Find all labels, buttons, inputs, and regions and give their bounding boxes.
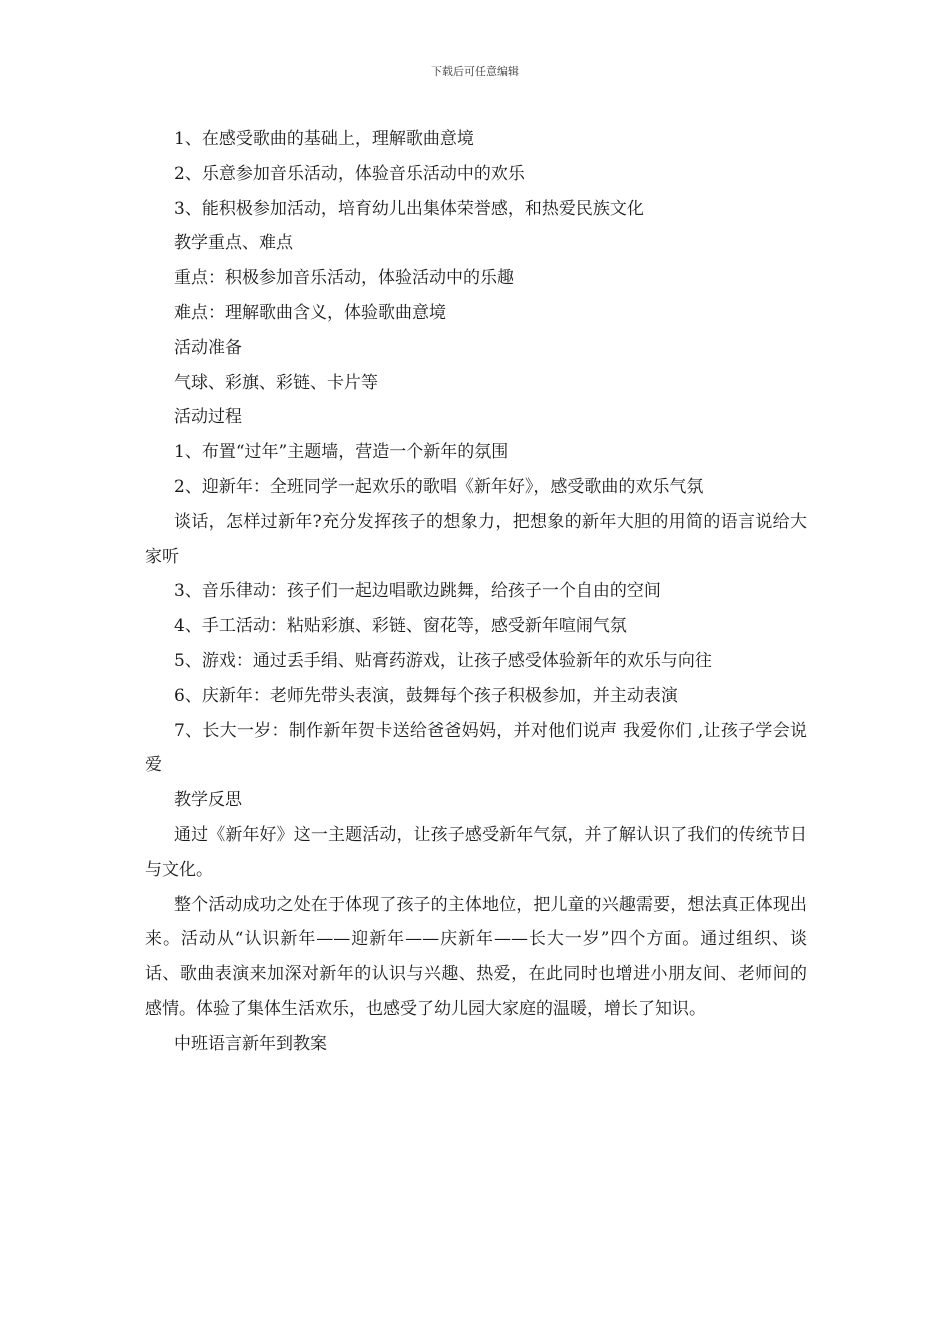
paragraph-reflection-2: 整个活动成功之处在于体现了孩子的主体地位，把儿童的兴趣需要，想法真正体现出来。活动从“认识新年——迎新年——庆新年——长大一岁”四个方面。通过组织、谈话、歌曲表演来加深对新年的认识与兴趣、热爱，在此同时也增进小朋友间、老师间的感情。体验了集体生活欢乐，也感受了幼儿园大家庭的温暖，增长了知识。 bbox=[145, 894, 807, 1019]
heading-key-points: 教学重点、难点 bbox=[174, 233, 293, 254]
paragraph-objective-1: 1、在感受歌曲的基础上，理解歌曲意境 bbox=[174, 129, 474, 149]
paragraph-objective-3: 3、能积极参加活动，培育幼儿出集体荣誉感，和热爱民族文化 bbox=[174, 198, 644, 219]
paragraph-step-5: 5、游戏：通过丢手绢、贴膏药游戏，让孩子感受体验新年的欢乐与向往 bbox=[174, 650, 712, 671]
paragraph-reflection-1: 通过《新年好》这一主题活动，让孩子感受新年气氛，并了解认识了我们的传统节日与文化。 bbox=[145, 824, 807, 880]
heading-preparation: 活动准备 bbox=[174, 337, 242, 358]
paragraph-step-1: 1、布置“过年”主题墙，营造一个新年的氛围 bbox=[174, 442, 509, 463]
paragraph-step-6: 6、庆新年：老师先带头表演，鼓舞每个孩子积极参加，并主动表演 bbox=[174, 685, 678, 706]
heading-reflection: 教学反思 bbox=[174, 790, 242, 811]
paragraph-materials: 气球、彩旗、彩链、卡片等 bbox=[174, 372, 378, 393]
heading-next-lesson: 中班语言新年到教案 bbox=[174, 1033, 327, 1054]
paragraph-step-3: 3、音乐律动：孩子们一起边唱歌边跳舞，给孩子一个自由的空间 bbox=[174, 581, 661, 602]
page-header: 下载后可任意编辑 bbox=[431, 65, 519, 78]
paragraph-step-2: 2、迎新年：全班同学一起欢乐的歌唱《新年好》，感受歌曲的欢乐气氛 bbox=[174, 476, 704, 497]
paragraph-difficult-point: 难点：理解歌曲含义，体验歌曲意境 bbox=[174, 302, 446, 323]
document-body bbox=[145, 122, 807, 1062]
heading-process: 活动过程 bbox=[174, 407, 242, 428]
paragraph-objective-2: 2、乐意参加音乐活动，体验音乐活动中的欢乐 bbox=[174, 163, 525, 184]
paragraph-key-point: 重点：积极参加音乐活动，体验活动中的乐趣 bbox=[174, 268, 514, 289]
paragraph-discussion: 谈话，怎样过新年?充分发挥孩子的想象力，把想象的新年大胆的用简的语言说给大家听 bbox=[145, 511, 807, 567]
paragraph-step-7: 7、长大一岁：制作新年贺卡送给爸爸妈妈，并对他们说声 我爱你们 ,让孩子学会说爱 bbox=[145, 720, 807, 776]
paragraph-step-4: 4、手工活动：粘贴彩旗、彩链、窗花等，感受新年喧闹气氛 bbox=[174, 616, 627, 637]
